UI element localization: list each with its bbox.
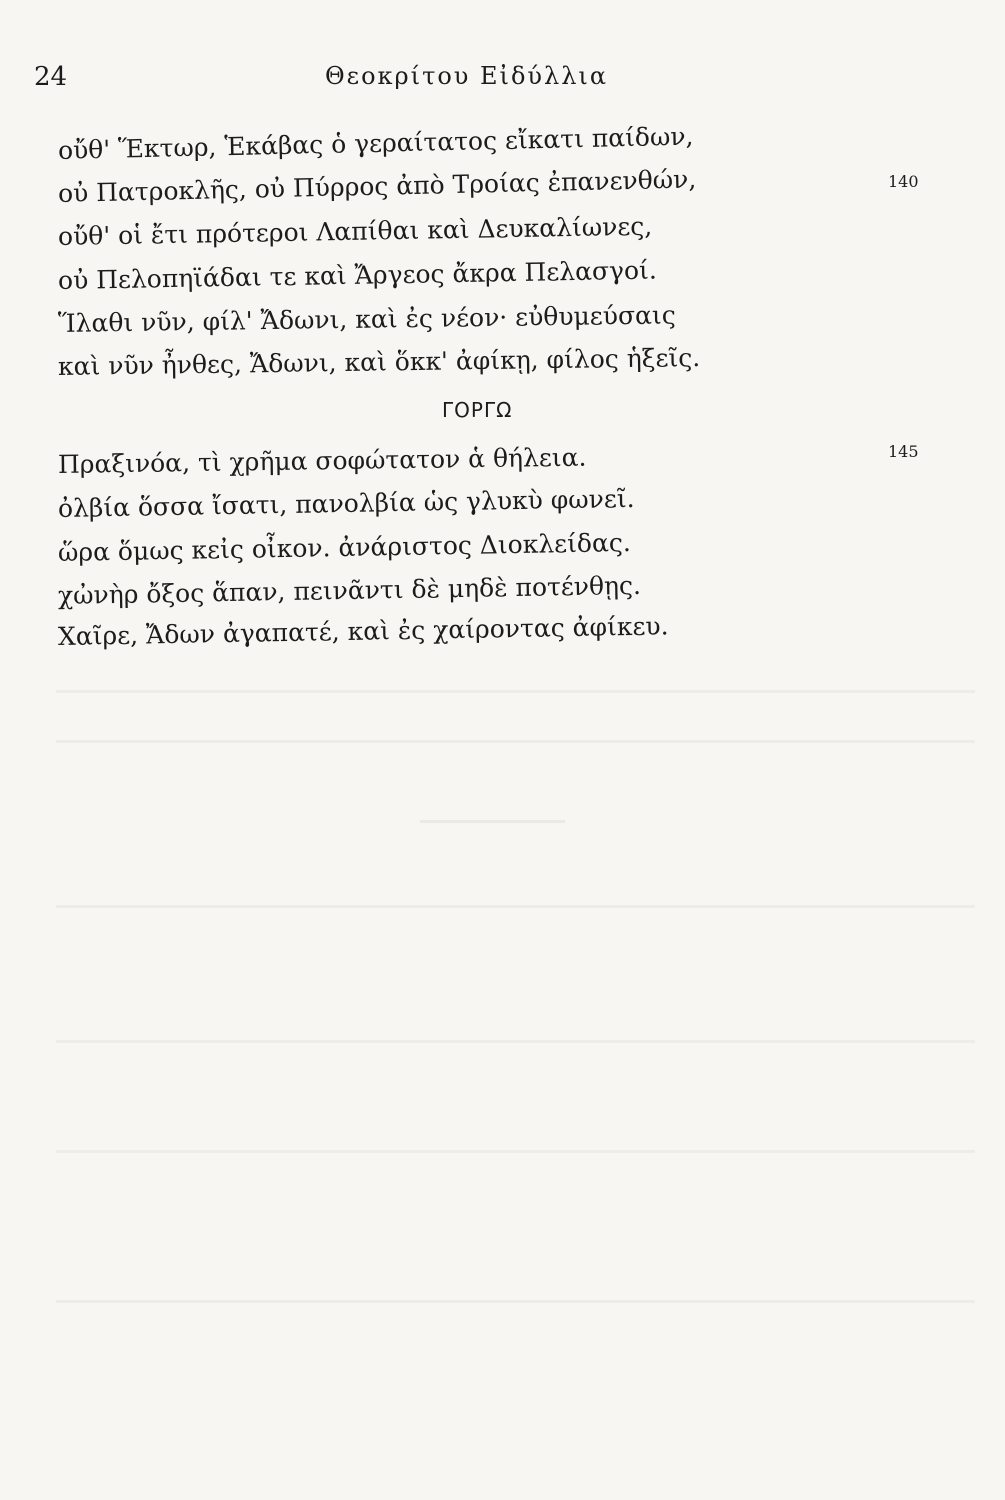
show-through-rule xyxy=(420,820,565,823)
page-number: 24 xyxy=(34,62,68,92)
verse-line-11: Χαῖρε, Ἄδων ἀγαπατέ, καὶ ἐς χαίροντας ἀφίκευ. xyxy=(57,611,669,651)
show-through-line xyxy=(56,1150,975,1153)
line-number-145: 145 xyxy=(888,442,919,461)
line-number-140: 140 xyxy=(888,172,919,191)
verse-line-6: καὶ νῦν ἦνθες, Ἄδωνι, καὶ ὅκκ' ἀφίκῃ, φίλος ἡξεῖς. xyxy=(57,343,701,381)
verse-line-5: Ἵλαθι νῦν, φίλ' Ἄδωνι, καὶ ἐς νέον· εὐθυμεύσαις xyxy=(57,300,676,338)
show-through-line xyxy=(56,1300,975,1303)
verse-line-4: οὐ Πελοπηϊάδαι τε καὶ Ἄργεος ἄκρα Πελασγοί. xyxy=(57,255,658,295)
running-title: Θεοκρίτου Εἰδύλλια xyxy=(325,62,609,90)
show-through-line xyxy=(56,690,975,693)
verse-line-7: Πραξινόα, τὶ χρῆμα σοφώτατον ἁ θήλεια. xyxy=(57,442,587,479)
verse-line-2: οὐ Πατροκλῆς, οὐ Πύρρος ἀπὸ Τροίας ἐπανενθών, xyxy=(57,164,697,208)
show-through-line xyxy=(56,1040,975,1043)
speaker-name: ΓΟΡΓΩ xyxy=(442,398,513,422)
verse-line-1: οὔθ' Ἕκτωρ, Ἑκάβας ὁ γεραίτατος εἴκατι παίδων, xyxy=(57,121,694,165)
show-through-line xyxy=(56,740,975,743)
verse-line-10: χὠνὴρ ὄξος ἅπαν, πεινᾶντι δὲ μηδὲ ποτένθῃς. xyxy=(57,570,642,610)
verse-line-9: ὥρα ὅμως κεἰς οἶκον. ἀνάριστος Διοκλείδας. xyxy=(57,528,632,567)
show-through-line xyxy=(56,905,975,908)
verse-line-3: οὔθ' οἱ ἔτι πρότεροι Λαπίθαι καὶ Δευκαλίωνες, xyxy=(57,211,653,251)
verse-line-8: ὀλβία ὅσσα ἴσατι, πανολβία ὡς γλυκὺ φωνεῖ. xyxy=(57,483,635,523)
